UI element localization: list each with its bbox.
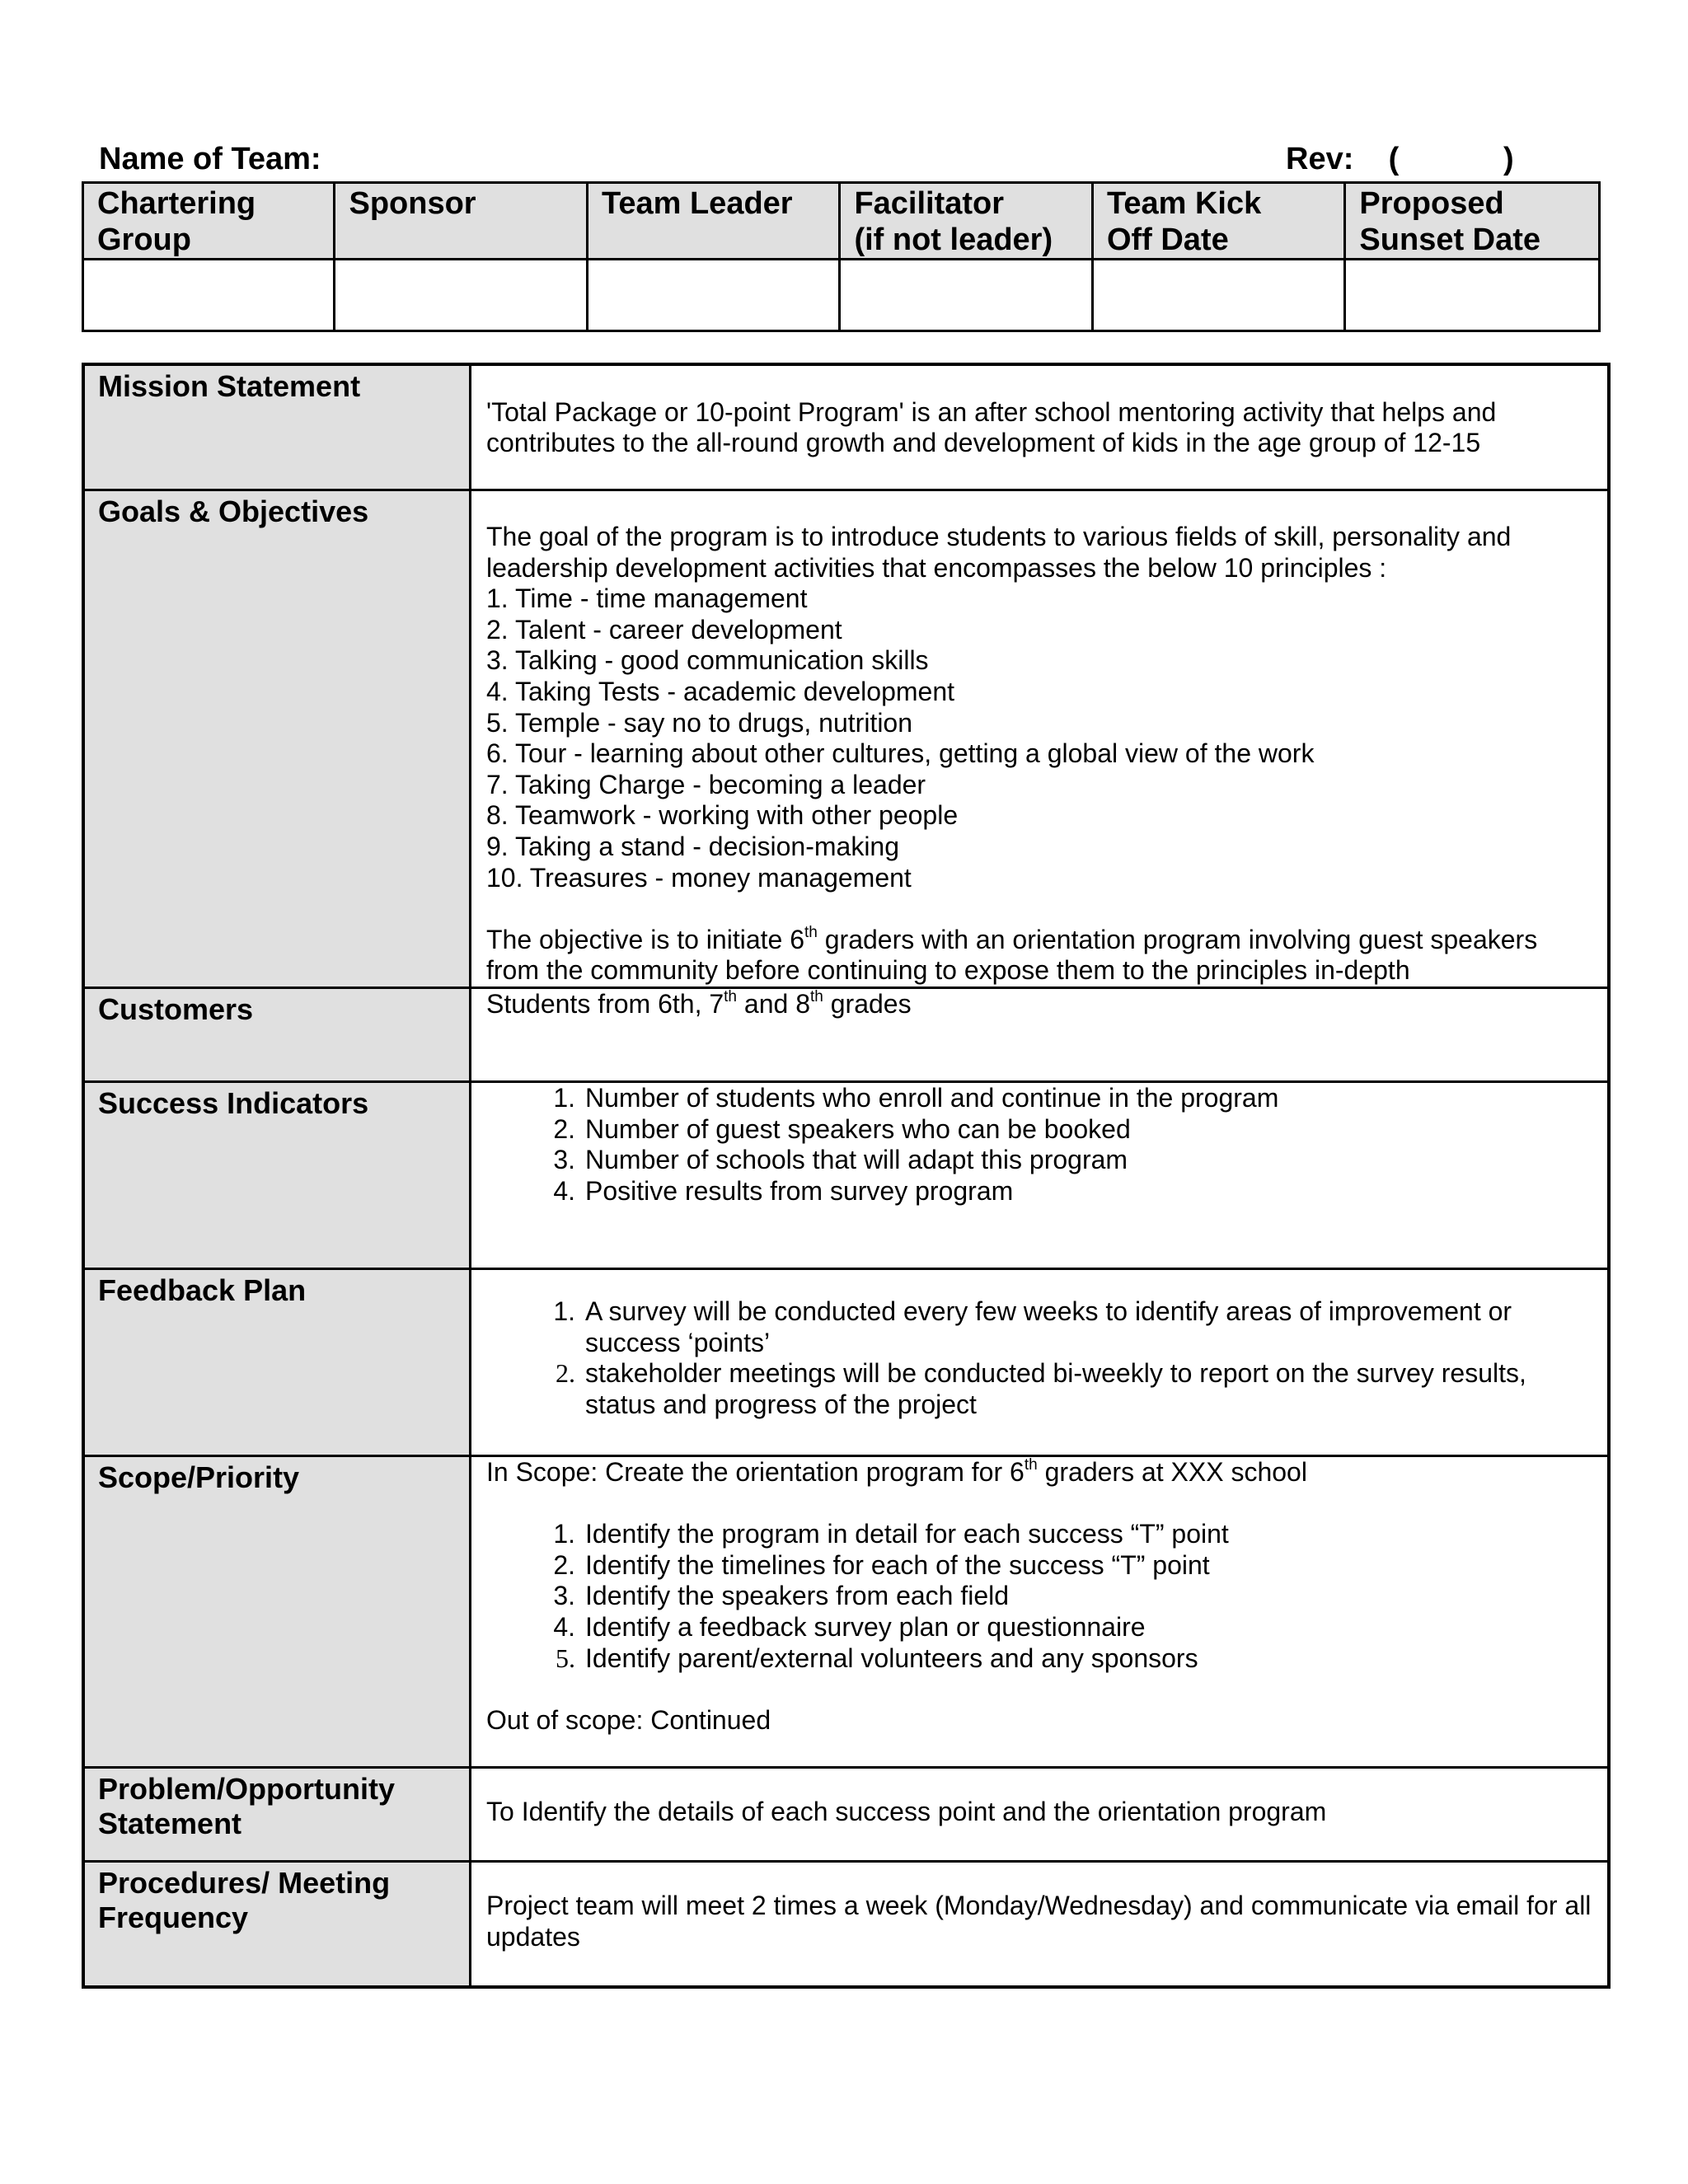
scope-item: 5. Identify parent/external volunteers and any sponsors [556, 1643, 1198, 1673]
scope-content [471, 1456, 1610, 1768]
team-info-header-row [83, 183, 1600, 260]
problem-label: Problem/Opportunity Statement [83, 1768, 471, 1862]
success-item: 4. Positive results from survey program [553, 1175, 1014, 1206]
rev-label: Rev: ( ) [1286, 142, 1514, 176]
chartering-group-header: Chartering Group [83, 183, 335, 260]
principle-item: 4. Taking Tests - academic development [486, 677, 955, 707]
procedures-content [471, 1862, 1610, 1987]
feedback-list [486, 1296, 1592, 1420]
mission-text: 'Total Package or 10-point Program' is an after school mentoring activity that helps and contributes to the all-round growth and development of kids in the age group of 12-15 [486, 396, 1497, 458]
team-info-table [82, 181, 1601, 332]
success-item: 1. Number of students who enroll and continue in the program [553, 1083, 1279, 1113]
facilitator-field[interactable] [840, 260, 1092, 331]
scope-label: Scope/Priority [83, 1456, 471, 1768]
name-of-team-label: Name of Team: [99, 142, 321, 176]
kick-off-date-field[interactable] [1092, 260, 1344, 331]
sunset-date-field[interactable] [1345, 260, 1600, 331]
success-item: 3. Number of schools that will adapt this program [553, 1145, 1128, 1175]
mission-row [83, 364, 1609, 490]
goals-content [471, 490, 1610, 988]
goals-objective: The objective is to initiate 6th graders with an orientation program involving guest speakers from the community before continuing to expose them to the principles in-depth [486, 923, 1538, 986]
goals-row [83, 490, 1609, 988]
mission-label: Mission Statement [83, 364, 471, 490]
in-scope-text: In Scope: Create the orientation program for 6th graders at XXX school [486, 1456, 1307, 1487]
feedback-item: 2. stakeholder meetings will be conducted bi-weekly to report on the survey results, status and progress of the project [556, 1358, 1526, 1419]
scope-item: 2. Identify the timelines for each of the success “T” point [553, 1549, 1210, 1580]
procedures-row [83, 1862, 1609, 1987]
team-info-value-row [83, 260, 1600, 331]
goals-intro: The goal of the program is to introduce students to various fields of skill, personality and leadership development activities that encompasses the below 10 principles : [486, 522, 1512, 583]
sponsor-header: Sponsor [335, 183, 587, 260]
scope-list [486, 1519, 1592, 1674]
problem-text: To Identify the details of each success point and the orientation program [486, 1797, 1327, 1826]
customers-content [471, 988, 1610, 1082]
team-leader-field[interactable] [587, 260, 839, 331]
kick-off-date-header: Team Kick Off Date [1092, 183, 1344, 260]
scope-item: 1. Identify the program in detail for each success “T” point [553, 1519, 1229, 1549]
feedback-item: 1. A survey will be conducted every few weeks to identify areas of improvement or success ‘points’ [553, 1296, 1512, 1357]
principle-item: 5. Temple - say no to drugs, nutrition [486, 707, 913, 738]
principle-item: 9. Taking a stand - decision-making [486, 832, 900, 862]
scope-row [83, 1456, 1609, 1768]
customers-text: Students from 6th, 7th and 8th grades [486, 988, 912, 1019]
sponsor-field[interactable] [335, 260, 587, 331]
success-list [486, 1083, 1592, 1207]
principle-item: 8. Teamwork - working with other people [486, 800, 959, 831]
team-leader-header: Team Leader [587, 183, 839, 260]
customers-label: Customers [83, 988, 471, 1082]
sunset-date-header: Proposed Sunset Date [1345, 183, 1600, 260]
feedback-label: Feedback Plan [83, 1269, 471, 1456]
form-header [99, 142, 1533, 183]
principle-item: 2. Talent - career development [486, 614, 842, 644]
customers-row [83, 988, 1609, 1082]
feedback-content [471, 1269, 1610, 1456]
success-label: Success Indicators [83, 1082, 471, 1269]
goals-label: Goals & Objectives [83, 490, 471, 988]
procedures-text: Project team will meet 2 times a week (Monday/Wednesday) and communicate via email for all updates [486, 1891, 1592, 1952]
mission-content [471, 364, 1610, 490]
principle-item: 1. Time - time management [486, 583, 808, 614]
success-item: 2. Number of guest speakers who can be booked [553, 1113, 1131, 1144]
chartering-group-field[interactable] [83, 260, 335, 331]
procedures-label: Procedures/ Meeting Frequency [83, 1862, 471, 1987]
scope-item: 4. Identify a feedback survey plan or questionnaire [553, 1611, 1146, 1642]
success-content [471, 1082, 1610, 1269]
scope-item: 3. Identify the speakers from each field [553, 1581, 1010, 1611]
principle-item: 10. Treasures - money management [486, 862, 912, 893]
principle-item: 7. Taking Charge - becoming a leader [486, 769, 926, 799]
facilitator-header: Facilitator (if not leader) [840, 183, 1092, 260]
problem-row [83, 1768, 1609, 1862]
principle-item: 3. Talking - good communication skills [486, 645, 929, 676]
out-of-scope-text: Out of scope: Continued [486, 1704, 771, 1735]
problem-content [471, 1768, 1610, 1862]
feedback-row [83, 1269, 1609, 1456]
principle-item: 6. Tour - learning about other cultures, getting a global view of the work [486, 738, 1315, 769]
success-row [83, 1082, 1609, 1269]
charter-form-table [82, 363, 1611, 1989]
